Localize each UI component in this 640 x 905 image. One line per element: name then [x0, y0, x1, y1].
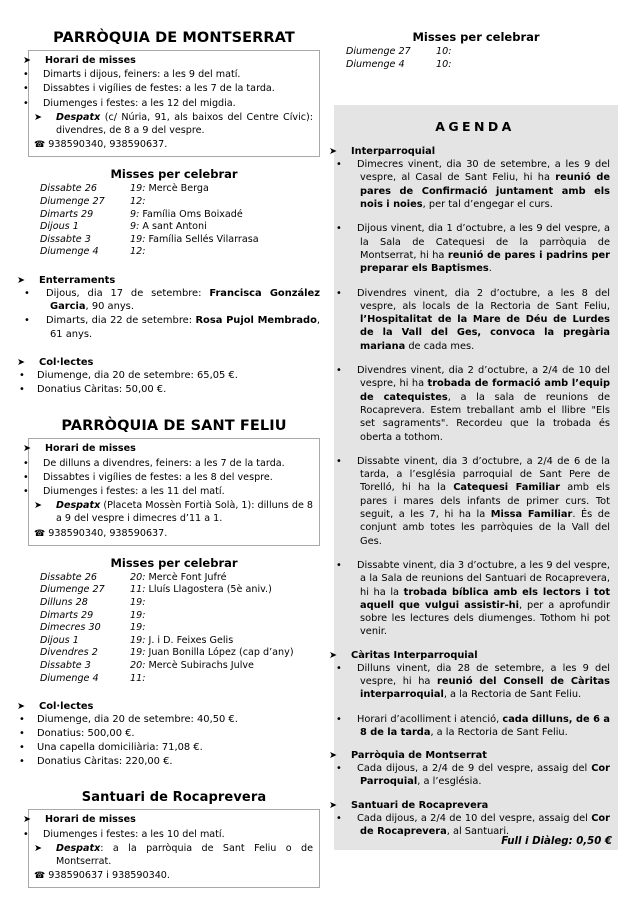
- mass-day: Diumenge 4: [346, 58, 405, 70]
- arrow-marker-icon: ➤: [17, 701, 26, 713]
- montserrat-phones: [34, 138, 313, 152]
- mass-detail: [126, 246, 259, 259]
- mass-time: 11:: [130, 672, 146, 684]
- mass-time: 19:: [130, 609, 146, 621]
- mass-day: Dijous 1: [40, 221, 79, 233]
- mass-row: [346, 46, 451, 59]
- mass-intention: Família Oms Boixadé: [139, 208, 243, 220]
- schedule-text: Diumenges i festes: a les 11 del matí.: [43, 486, 225, 498]
- mass-time: 19:: [130, 597, 146, 609]
- agenda-item: [336, 559, 611, 639]
- collection-text: Diumenge, dia 20 de setembre: 65,05 €.: [37, 370, 238, 382]
- left-column: [17, 30, 320, 888]
- agenda-item-text: Cada dijous, a 2/4 de 9 del vespre, assaig del: [357, 763, 592, 775]
- schedule-text: Diumenges i festes: a les 12 del migdia.: [43, 97, 236, 109]
- arrow-marker-icon: ➤: [23, 814, 32, 826]
- collection-entry: [19, 713, 320, 726]
- schedule-text: Diumenges i festes: a les 10 del matí.: [43, 828, 225, 840]
- office-text: (Placeta Mossèn Fortià Solà, 1): dilluns de 8 a 9 del vespre i dimecres d’11 a 1.: [56, 500, 313, 525]
- santfeliu-schedule-heading: [23, 442, 313, 455]
- schedule-text: Dissabtes i vigílies de festes: a les 7 de la tarda.: [43, 83, 275, 95]
- mass-detail: [432, 46, 451, 59]
- mass-detail: [126, 622, 294, 635]
- bullet-icon: •: [23, 457, 29, 469]
- agenda-item: [336, 287, 610, 353]
- bullet-icon: •: [19, 755, 25, 767]
- rocaprevera-schedule-line: [23, 828, 313, 841]
- mass-row: [40, 234, 259, 247]
- bullet-icon: •: [24, 287, 30, 299]
- rocaprevera-office: [34, 842, 313, 868]
- agenda-item-emphasis: reunió de pares i padrins per preparar els Baptismes: [360, 249, 610, 275]
- burial-post: , 61 anys.: [50, 315, 320, 340]
- mass-day: Diumenge 27: [40, 196, 105, 208]
- phone-icon: ☎: [34, 871, 46, 882]
- bullet-icon: •: [23, 828, 29, 840]
- agenda-item: [336, 222, 610, 275]
- mass-detail: [126, 572, 294, 585]
- bullet-icon: •: [19, 714, 25, 726]
- phone-icon: ☎: [34, 528, 46, 539]
- montserrat-masses-table: [40, 183, 259, 259]
- agenda-item: [336, 762, 610, 789]
- rocaprevera-schedule-heading: [23, 813, 313, 826]
- agenda-item-text: de cada mes.: [405, 340, 475, 352]
- agenda-item: [336, 364, 611, 444]
- schedule-text: De dilluns a divendres, feiners: a les 7 de la tarda.: [43, 457, 285, 469]
- mass-day: Dissabte 26: [40, 571, 97, 583]
- rocaprevera-phones: [34, 869, 313, 883]
- agenda-item: [336, 455, 610, 548]
- schedule-text: Dimarts i dijous, feiners: a les 9 del matí.: [43, 69, 241, 81]
- collections-heading: [17, 701, 320, 713]
- mass-row: [40, 221, 259, 234]
- collection-entry: [19, 755, 320, 768]
- mass-day: Diumenge 27: [40, 584, 105, 596]
- heading-text: Càritas Interparroquial: [351, 649, 478, 661]
- mass-intention: Lluís Llagostera (5è aniv.): [145, 584, 272, 596]
- agenda-item-text: , a la sala de reunions de Rocaprevera. Estem treballant amb el llibre "Els set sagraments". Recordeu que la trobada és oberta a tothom.: [360, 391, 611, 443]
- mass-detail: [432, 59, 451, 72]
- agenda-item-emphasis: Cor de Rocaprevera: [360, 812, 610, 838]
- heading-text: Interparroquial: [351, 146, 436, 158]
- office-label: Despatx: [56, 500, 101, 512]
- mass-intention: Juan Bonilla López (cap d’any): [145, 647, 294, 659]
- office-label: Despatx: [56, 842, 101, 854]
- mass-detail: [126, 610, 294, 623]
- santfeliu-masses-body: [40, 572, 294, 685]
- agenda-item-text: Divendres vinent, dia 2 d’octubre, a les 8 del vespre, als locals de la Rectoria de Sant Feliu,: [357, 287, 610, 312]
- right-masses-title: Misses per celebrar: [412, 30, 540, 44]
- right-masses-body: [346, 46, 451, 71]
- agenda-item-emphasis: trobada de formació amb l’equip de catequistes: [360, 378, 610, 403]
- agenda-groups: [329, 146, 611, 838]
- montserrat-schedule-line: [23, 97, 313, 110]
- collection-entry: [19, 741, 320, 754]
- arrow-marker-icon: ➤: [17, 274, 26, 286]
- mass-day: Dilluns 28: [40, 597, 88, 609]
- montserrat-schedule-line: [23, 82, 313, 95]
- arrow-marker-icon: ➤: [17, 357, 26, 369]
- mass-intention: J. i D. Feixes Gelis: [145, 634, 234, 646]
- heading-text: Enterraments: [39, 274, 116, 286]
- mass-day: Diumenge 4: [40, 672, 99, 684]
- burials-heading: [17, 274, 320, 286]
- santfeliu-schedule-line: [23, 471, 313, 484]
- agenda-item-emphasis: cada dilluns, de 6 a 8 de la tarda: [360, 713, 611, 738]
- bullet-icon: •: [336, 763, 342, 775]
- mass-row: [40, 597, 294, 610]
- arrow-marker-icon: ➤: [23, 443, 32, 455]
- mass-intention: Mercè Berga: [145, 183, 209, 195]
- mass-row: [40, 635, 294, 648]
- bullet-icon: •: [336, 223, 342, 235]
- agenda-item-text: amb els pares i mares dels infants de primer curs. Tot seguit, a les 7, hi ha la: [360, 482, 610, 521]
- collections-heading: [17, 357, 320, 369]
- mass-row: [40, 660, 294, 673]
- agenda-group: [329, 649, 611, 739]
- mass-detail: [126, 209, 259, 222]
- agenda-item-emphasis: reunió del Consell de Càritas interparroquial: [360, 675, 610, 701]
- mass-day: Dissabte 3: [40, 233, 91, 245]
- collection-text: Donatius Càritas: 50,00 €.: [37, 384, 167, 396]
- mass-time: 19:: [130, 647, 146, 659]
- santfeliu-phones: [34, 527, 313, 541]
- mass-time: 10:: [436, 46, 452, 57]
- bullet-icon: •: [23, 486, 29, 498]
- agenda-item-text: .: [488, 263, 492, 275]
- schedule-text: Dissabtes i vigílies de festes: a les 8 del vespre.: [43, 471, 273, 483]
- arrow-marker-icon: ➤: [34, 500, 43, 512]
- arrow-marker-icon: ➤: [329, 649, 338, 661]
- mass-time: 10:: [436, 58, 452, 70]
- right-column: [329, 30, 618, 850]
- bullet-icon: •: [19, 384, 25, 396]
- heading-text: Col·lectes: [39, 701, 94, 713]
- montserrat-collections-section: [17, 357, 320, 396]
- arrow-marker-icon: ➤: [34, 842, 43, 854]
- agenda-item-text: , a l’església.: [417, 776, 482, 788]
- agenda-item-emphasis: Catequesi Familiar: [453, 482, 561, 494]
- agenda-group-heading: [329, 799, 610, 811]
- agenda-group: [329, 750, 610, 789]
- agenda-item: [336, 713, 611, 740]
- mass-time: 20:: [130, 571, 146, 583]
- collection-text: Diumenge, dia 20 de setembre: 40,50 €.: [37, 714, 238, 726]
- bullet-icon: •: [336, 287, 342, 299]
- mass-day: Divendres 2: [40, 647, 98, 659]
- mass-time: 12:: [130, 196, 146, 208]
- agenda-title: AGENDA: [435, 119, 515, 135]
- mass-time: 19:: [130, 233, 146, 245]
- bullet-icon: •: [19, 370, 25, 382]
- burial-post: , 90 anys.: [85, 301, 134, 313]
- bullet-icon: •: [336, 662, 342, 674]
- mass-row: [346, 59, 451, 72]
- collection-text: Donatius Càritas: 220,00 €.: [37, 755, 173, 767]
- bullet-icon: •: [336, 713, 342, 725]
- santfeliu-office: [34, 499, 313, 525]
- mass-time: 12:: [130, 246, 146, 258]
- mass-detail: [126, 183, 259, 196]
- bullet-icon: •: [336, 159, 342, 171]
- two-column-layout: [17, 30, 618, 888]
- burial-name: Francisca González Garcia: [50, 287, 320, 313]
- agenda-group: [329, 799, 610, 839]
- office-text: : a la parròquia de Sant Feliu o de Montserrat.: [56, 842, 313, 867]
- santfeliu-schedule-line: [23, 457, 313, 470]
- mass-day: Dimecres 30: [40, 622, 101, 634]
- agenda-item: [336, 158, 610, 211]
- mass-day: Dimarts 29: [40, 609, 94, 621]
- montserrat-schedule-line: [23, 68, 313, 81]
- agenda-item-text: , a la Rectoria de Sant Feliu.: [443, 689, 582, 701]
- mass-row: [40, 622, 294, 635]
- agenda-item-emphasis: Cor Parroquial: [360, 763, 610, 788]
- santfeliu-masses-table: [40, 572, 294, 685]
- bullet-icon: •: [23, 471, 29, 483]
- mass-time: 9:: [130, 221, 140, 233]
- mass-day: Dissabte 3: [40, 660, 91, 671]
- phone-numbers: 938590637 i 938590340.: [48, 870, 170, 882]
- agenda-group-heading: [329, 750, 610, 762]
- mass-row: [40, 183, 259, 196]
- bullet-icon: •: [23, 97, 29, 109]
- collection-text: Una capella domiciliària: 71,08 €.: [37, 742, 203, 753]
- heading-text: Col·lectes: [39, 357, 94, 369]
- heading-text: Horari de misses: [45, 55, 136, 66]
- agenda-item-text: , al Santuari.: [446, 826, 510, 838]
- mass-detail: [126, 660, 294, 673]
- arrow-marker-icon: ➤: [329, 750, 338, 762]
- agenda-item-text: , per tal d’engegar el curs.: [422, 199, 553, 211]
- arrow-marker-icon: ➤: [34, 111, 43, 123]
- agenda-item-text: Divendres vinent, dia 2 d’octubre, a 2/4 de 10 del vespre, hi ha: [357, 365, 610, 390]
- agenda-group-heading: [329, 649, 610, 661]
- mass-row: [40, 584, 294, 597]
- bullet-icon: •: [24, 315, 30, 327]
- mass-time: 9:: [130, 208, 140, 220]
- agenda-item-text: Dijous vinent, dia 1 d’octubre, a les 9 del vespre, a la Sala de Catequesi de la parròquia de Montserrat, hi ha: [357, 223, 610, 261]
- mass-row: [40, 209, 259, 222]
- santfeliu-infobox: [23, 438, 320, 545]
- mass-intention: A sant Antoni: [139, 221, 207, 233]
- right-masses-table: [346, 46, 451, 71]
- collection-entry: [19, 383, 320, 396]
- bullet-icon: •: [19, 742, 25, 753]
- agenda-item-text: Dilluns vinent, dia 28 de setembre, a les 9 del vespre, hi ha: [357, 662, 610, 687]
- agenda-item-text: Dimecres vinent, dia 30 de setembre, a les 9 del vespre, al Casal de Sant Feliu, hi ha: [357, 159, 610, 184]
- arrow-marker-icon: ➤: [23, 55, 32, 66]
- burial-entry: [24, 287, 320, 314]
- mass-day: Dissabte 26: [40, 183, 97, 195]
- mass-detail: [126, 673, 294, 686]
- mass-intention: Família Sellés Vilarrasa: [145, 233, 259, 245]
- agenda-item-text: Dissabte vinent, dia 3 d’octubre, a 2/4 de 6 de la tarda, a l’església parroquial de Sant Pere de Torelló, hi ha la: [357, 455, 610, 494]
- mass-intention: Mercè Subirachs Julve: [145, 660, 254, 671]
- agenda-item-text: Horari d’acolliment i atenció,: [357, 713, 503, 725]
- mass-row: [40, 673, 294, 686]
- mass-detail: [126, 221, 259, 234]
- rocaprevera-title: Santuari de Rocaprevera: [81, 790, 267, 806]
- mass-row: [40, 196, 259, 209]
- office-text: (c/ Núria, 91, als baixos del Centre Cívic): divendres, de 8 a 9 del vespre.: [56, 111, 313, 137]
- mass-intention: Mercè Font Jufré: [145, 571, 227, 583]
- bullet-icon: •: [19, 728, 25, 740]
- agenda-item-emphasis: Missa Familiar: [490, 509, 573, 521]
- montserrat-office: [34, 111, 313, 137]
- mass-time: 20:: [130, 660, 146, 671]
- agenda-item-emphasis: trobada bíblica amb els lectors i tot aquell que vulgui assistir-hi: [360, 586, 611, 611]
- montserrat-masses-body: [40, 183, 259, 259]
- montserrat-masses-title: Misses per celebrar: [110, 167, 238, 182]
- phone-icon: ☎: [34, 140, 46, 151]
- arrow-marker-icon: ➤: [329, 799, 338, 811]
- agenda-item: [336, 662, 610, 702]
- phone-numbers: 938590340, 938590637.: [48, 139, 168, 151]
- heading-text: Santuari de Rocaprevera: [351, 799, 489, 811]
- agenda-item-text: . És de conjunt amb totes les parròquies de la Vall del Ges.: [360, 509, 610, 547]
- mass-time: 11:: [130, 584, 146, 596]
- bullet-icon: •: [336, 812, 342, 824]
- heading-text: Horari de misses: [45, 443, 136, 455]
- rocaprevera-infobox: [23, 809, 320, 888]
- santfeliu-masses-title: Misses per celebrar: [110, 555, 238, 570]
- montserrat-infobox: [23, 50, 320, 157]
- mass-day: Diumenge 4: [40, 246, 99, 258]
- santfeliu-title: PARRÒQUIA DE SANT FELIU: [61, 418, 287, 435]
- mass-detail: [126, 647, 294, 660]
- santfeliu-collections-section: [17, 701, 320, 768]
- bullet-icon: •: [336, 559, 342, 571]
- burial-pre: Dijous, dia 17 de setembre:: [46, 287, 210, 299]
- burial-name: Rosa Pujol Membrado: [195, 315, 317, 327]
- mass-time: 19:: [130, 634, 146, 646]
- burial-pre: Dimarts, dia 22 de setembre:: [46, 315, 196, 327]
- mass-detail: [126, 196, 259, 209]
- footer-price: Full i Diàleg: 0,50 €: [501, 836, 612, 847]
- agenda-group-heading: [329, 146, 610, 158]
- bullet-icon: •: [336, 365, 342, 377]
- bullet-icon: •: [23, 69, 29, 81]
- mass-row: [40, 246, 259, 259]
- collection-text: Donatius: 500,00 €.: [37, 728, 135, 740]
- agenda-item: [336, 812, 610, 839]
- mass-day: Dimarts 29: [40, 208, 94, 220]
- bullet-icon: •: [336, 455, 342, 467]
- mass-day: Dijous 1: [40, 634, 79, 646]
- agenda-item-text: Dissabte vinent, dia 3 d’octubre, a les 9 del vespre, a la Sala de reunions del Santuari de Rocaprevera, hi ha la: [357, 559, 610, 598]
- mass-detail: [126, 635, 294, 648]
- santfeliu-schedule-line: [23, 485, 313, 498]
- mass-row: [40, 572, 294, 585]
- collection-entry: [19, 727, 320, 740]
- montserrat-burials-section: [17, 274, 320, 341]
- mass-row: [40, 647, 294, 660]
- mass-time: 19:: [130, 622, 146, 634]
- montserrat-schedule-heading: [23, 54, 313, 67]
- burial-entry: [24, 314, 320, 341]
- phone-numbers: 938590340, 938590637.: [48, 527, 168, 539]
- office-label: Despatx: [56, 111, 101, 123]
- montserrat-title: PARRÒQUIA DE MONTSERRAT: [53, 30, 295, 46]
- bullet-icon: •: [23, 83, 29, 95]
- agenda-item-emphasis: reunió de pares de Confirmació juntament amb els nois i noies: [360, 172, 610, 211]
- heading-text: Horari de misses: [45, 814, 136, 826]
- agenda-item-text: Cada dijous, a 2/4 de 10 del vespre, assaig del: [357, 812, 592, 824]
- agenda-item-text: , per a aprofundir sobre les lectures dels diumenges. Tothom hi pot venir.: [360, 599, 610, 638]
- agenda-group: [329, 146, 611, 639]
- mass-detail: [126, 597, 294, 610]
- mass-detail: [126, 234, 259, 247]
- mass-time: 19:: [130, 183, 146, 195]
- arrow-marker-icon: ➤: [329, 146, 338, 158]
- agenda-item-text: , a la Rectoria de Sant Feliu.: [430, 726, 568, 738]
- agenda-panel: [329, 105, 618, 850]
- collection-entry: [19, 369, 320, 382]
- agenda-item-emphasis: l’Hospitalitat de la Mare de Déu de Lurdes de la Vall del Ges, convoca la pregària mariana: [360, 314, 610, 352]
- mass-day: Diumenge 27: [346, 46, 411, 57]
- mass-detail: [126, 584, 294, 597]
- heading-text: Parròquia de Montserrat: [351, 750, 487, 762]
- mass-row: [40, 610, 294, 623]
